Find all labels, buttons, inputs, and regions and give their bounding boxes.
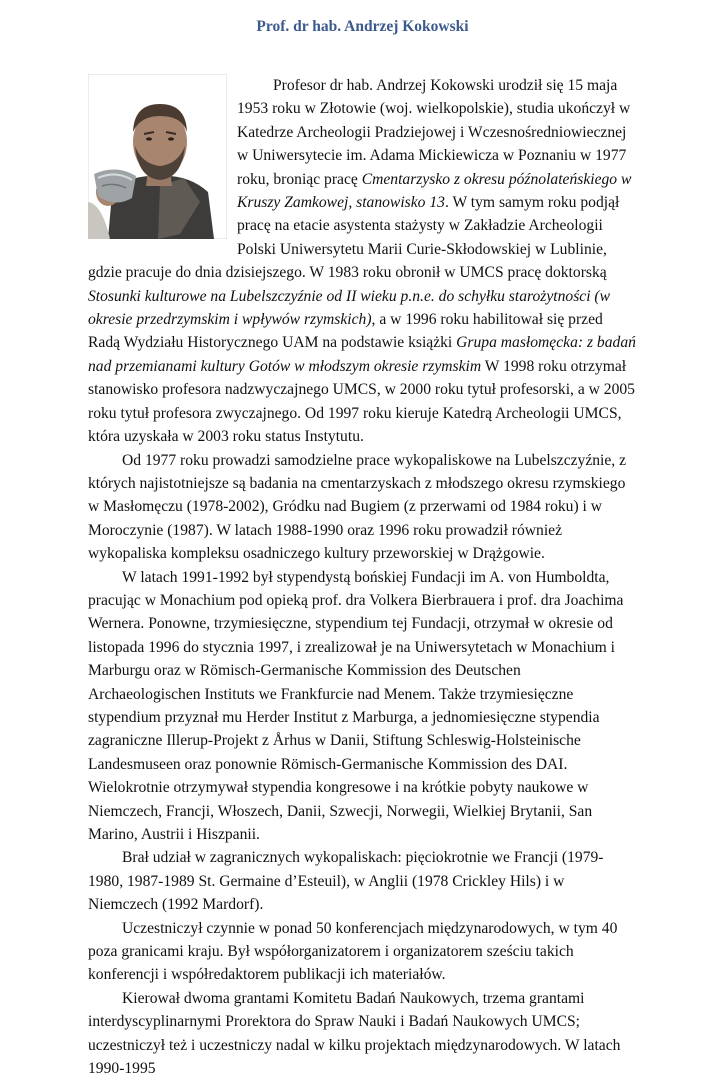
text-run: Uczestniczył czynnie w ponad 50 konferencjach międzynarodowych, w tym 40 poza granicami kraju. Był współorganizatorem i organizatorem sześciu takich konferencji i współredaktorem publikacji ich materiałów.	[88, 919, 618, 984]
document-body	[88, 74, 636, 1080]
text-run: Brał udział w zagranicznych wykopaliskach: pięciokrotnie we Francji (1979-1980, 1987-1989 St. Germaine d’Esteuil), w Anglii (1978 Crickley Hils) i w Niemczech (1992 Mardorf).	[88, 849, 604, 914]
text-run: , a w 1996 roku habilitował się przed Radą Wydziału Historycznego UAM na podstawie książki	[88, 311, 603, 352]
text-run-italic: Grupa masłomęcka: z badań nad przemianami kultury Gotów w młodszym okresie rzymskim	[88, 334, 636, 375]
paragraph-excavations	[88, 449, 636, 566]
paragraph-conferences	[88, 917, 636, 987]
text-run: Kierował dwoma grantami Komitetu Badań Naukowych, trzema grantami interdyscyplinarnymi Prorektora do Spraw Nauki i Badań Naukowych UMCS; uczestniczył też i uczestniczy nadal w kilku projektach międzynarodowych. W latach 1990-1995	[88, 989, 621, 1078]
portrait-photo	[88, 74, 227, 239]
text-run: W 1998 roku otrzymał stanowisko profesora nadzwyczajnego UMCS, w 2000 roku tytuł profesorski, a w 2005 roku tytuł profesora zwyczajnego. Od 1997 roku kieruje Katedrą Archeologii UMCS, która uzyskała w 2003 roku status Instytutu.	[88, 357, 635, 446]
text-run-italic: Stosunki kulturowe na Lubelszczyźnie od II wieku p.n.e. do schyłku starożytności (w okresie przedrzymskim i wpływów rzymskich)	[88, 287, 611, 329]
portrait-image	[88, 74, 227, 239]
text-run: W latach 1991-1992 był stypendystą bońskiej Fundacji im A. von Humboldta, pracując w Monachium pod opieką prof. dra Volkera Bierbrauera i prof. dra Joachima Wernera. Ponowne, trzymiesięczne, stypendium tej Fundacji, otrzymał w okresie od listopada 1996 do stycznia 1997, i zrealizował je na Uniwersytetach w Monachium i Marburgu oraz w Römisch-Germanische Kommission des Deutschen Archaeologischen Instituts we Frankfurcie nad Menem. Także trzymiesięczne stypendium przyznał mu Herder Institut z Marburga, a jednomiesięczne stypendia zagraniczne Illerup-Projekt z Århus w Danii, Stiftung Schleswig-Holsteinische Landesmuseen oraz ponownie Römisch-Germanische Kommission des DAI. Wielokrotnie otrzymywał stypendia kongresowe i na krótkie pobyty naukowe w Niemczech, Francji, Włoszech, Danii, Szwecji, Norwegii, Wielkiej Brytanii, San Marino, Austrii i Hiszpanii.	[88, 568, 624, 843]
paragraph-scholarships	[88, 566, 636, 847]
text-run: . W tym samym roku podjął pracę na etacie asystenta stażysty w Zakładzie Archeologii Polski Uniwersytetu Marii Curie-Skłodowskiej w Lublinie, gdzie pracuje do dnia dzisiejszego. W 1983 roku obronił w UMCS pracę doktorską	[88, 194, 620, 282]
text-run: Profesor dr hab. Andrzej Kokowski urodził się 15 maja 1953 roku w Złotowie (woj. wielkopolskie), studia ukończył w Katedrze Archeologii Pradziejowej i Wczesnośredniowiecznej w Uniwersytecie im. Adama Mickiewicza w Poznaniu w 1977 roku, broniąc pracę	[237, 77, 631, 188]
text-run-italic: Cmentarzysko z okresu późnolateńskiego w Kruszy Zamkowej, stanowisko 13	[237, 170, 632, 212]
paragraph-grants	[88, 987, 636, 1080]
page-title: Prof. dr hab. Andrzej Kokowski	[256, 18, 469, 35]
text-run: Od 1977 roku prowadzi samodzielne prace wykopaliskowe na Lubelszczyźnie, z których najistotniejsze są badania na cmentarzyskach z młodszego okresu rzymskiego w Masłomęczu (1978-2002), Gródku nad Bugiem (z przerwami od 1984 roku) i w Moroczynie (1987). W latach 1988-1990 oraz 1996 roku prowadził również wykopaliska kompleksu osadniczego kultury przeworskiej w Drążgowie.	[88, 451, 627, 563]
paragraph-foreign-excavations	[88, 846, 636, 916]
